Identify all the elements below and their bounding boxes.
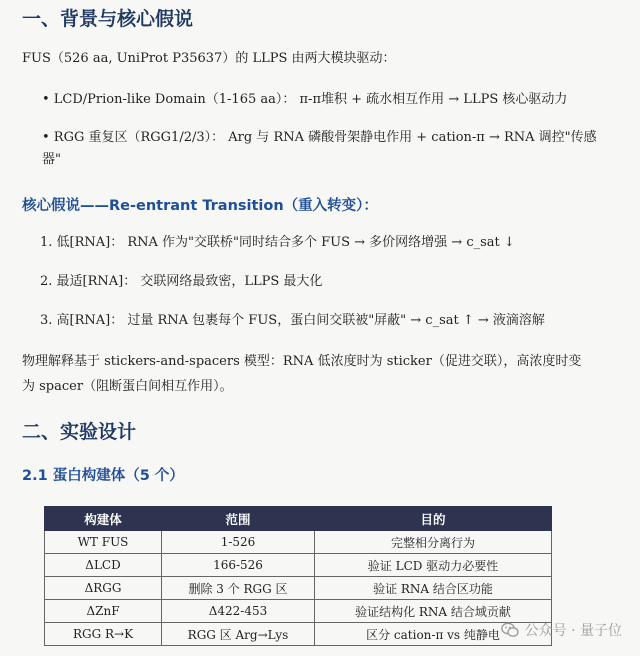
section-title-background: 一、背景与核心假说 xyxy=(22,8,194,30)
physical-explanation: 物理解释基于 stickers-and-spacers 模型：RNA 低浓度时为 sticker（促进交联），高浓度时变为 spacer（阻断蛋白间相互作用）。 xyxy=(22,354,582,394)
hypothesis-item-low: 1. 低[RNA]： RNA 作为"交联桥"同时结合多个 FUS → 多价网络增强 → c_sat ↓ xyxy=(40,235,515,250)
table-cell: 1-526 xyxy=(162,531,315,554)
hypothesis-item-optimal: 2. 最适[RNA]： 交联网络最致密，LLPS 最大化 xyxy=(40,274,323,289)
table-row xyxy=(45,623,552,646)
table-cell: ΔLCD xyxy=(45,554,162,577)
column-header: 范围 xyxy=(162,507,315,531)
table-cell: 验证结构化 RNA 结合域贡献 xyxy=(315,600,552,623)
table-cell: 完整相分离行为 xyxy=(315,531,552,554)
table-cell: Δ422-453 xyxy=(162,600,315,623)
table-cell: 验证 RNA 结合区功能 xyxy=(315,577,552,600)
intro-text: FUS（526 aa, UniProt P35637）的 LLPS 由两大模块驱动： xyxy=(22,51,396,66)
table-cell: WT FUS xyxy=(45,531,162,554)
constructs-table xyxy=(44,506,552,646)
table-row xyxy=(45,531,552,554)
table-cell: RGG R→K xyxy=(45,623,162,646)
watermark-text: 公众号 · 量子位 xyxy=(524,623,622,639)
bullet-lcd: • LCD/Prion-like Domain（1-165 aa）： π-π堆积 + 疏水相互作用 → LLPS 核心驱动力 xyxy=(42,92,568,107)
table-row xyxy=(45,577,552,600)
table-cell: 验证 LCD 驱动力必要性 xyxy=(315,554,552,577)
subsection-title-constructs: 2.1 蛋白构建体（5 个） xyxy=(22,468,184,484)
column-header: 构建体 xyxy=(45,507,162,531)
table-row xyxy=(45,600,552,623)
hypothesis-heading: 核心假说——Re-entrant Transition（重入转变）： xyxy=(22,198,378,214)
wechat-icon xyxy=(501,622,519,638)
section-title-design: 二、实验设计 xyxy=(22,421,137,443)
column-header: 目的 xyxy=(315,507,552,531)
table-cell: ΔRGG xyxy=(45,577,162,600)
watermark xyxy=(501,620,622,640)
table-cell: 删除 3 个 RGG 区 xyxy=(162,577,315,600)
table-cell: ΔZnF xyxy=(45,600,162,623)
table-header-row xyxy=(45,507,552,531)
table-cell: 166-526 xyxy=(162,554,315,577)
table-cell: RGG 区 Arg→Lys xyxy=(162,623,315,646)
table-cell: 区分 cation-π vs 纯静电 xyxy=(315,623,552,646)
hypothesis-item-high: 3. 高[RNA]： 过量 RNA 包裹每个 FUS，蛋白间交联被"屏蔽" → c_sat ↑ → 液滴溶解 xyxy=(40,313,545,328)
table-row xyxy=(45,554,552,577)
bullet-rgg: • RGG 重复区（RGG1/2/3）： Arg 与 RNA 磷酸骨架静电作用 + cation-π → RNA 调控"传感器" xyxy=(42,130,597,167)
